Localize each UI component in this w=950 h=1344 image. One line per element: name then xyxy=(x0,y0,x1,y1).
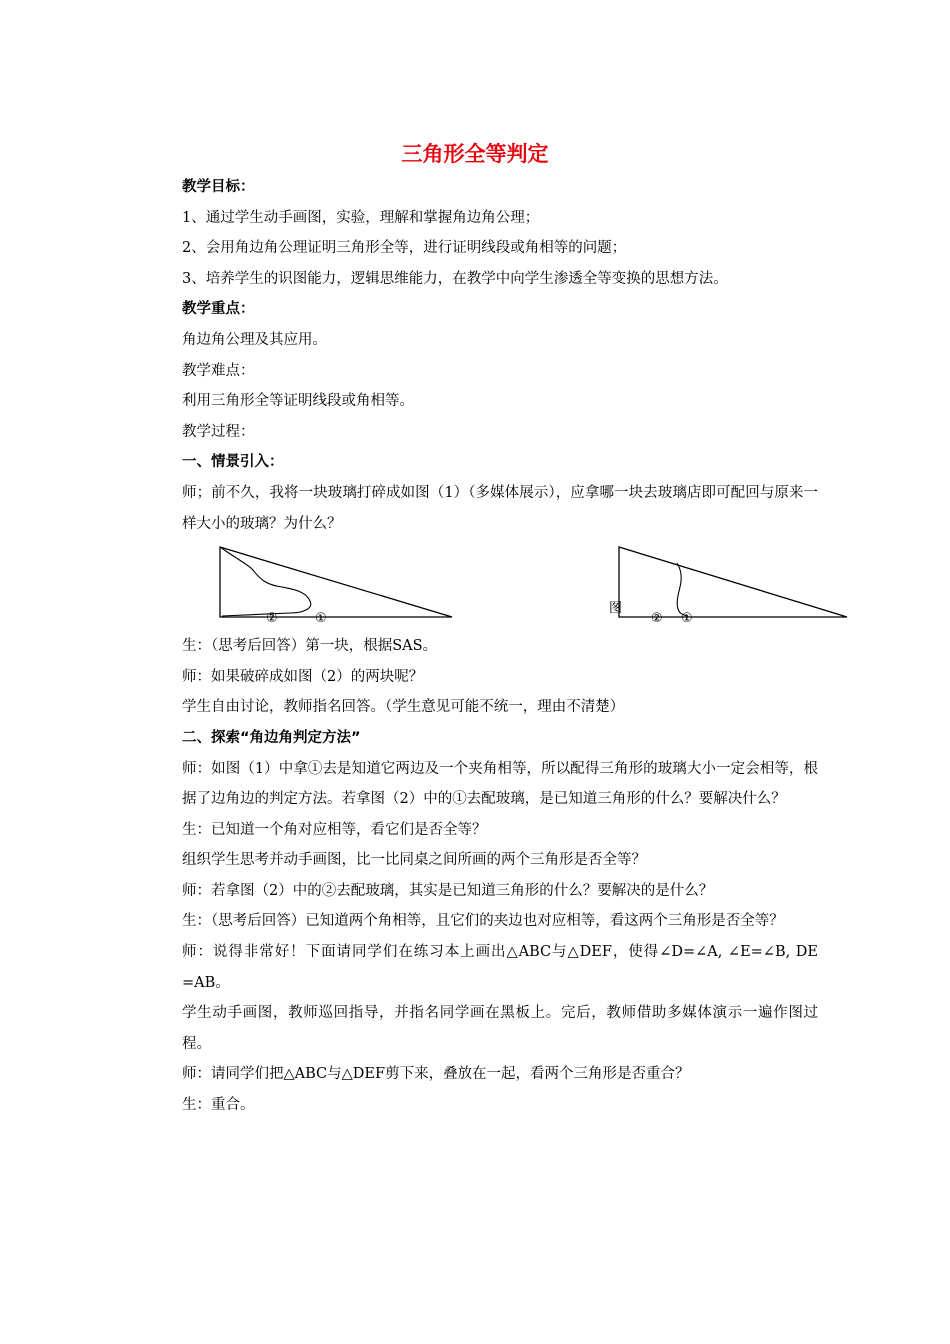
para: 2、会用角边角公理证明三角形全等，进行证明线段或角相等的问题； xyxy=(182,240,627,257)
para: 师；前不久，我将一块玻璃打碎成如图（1）（多媒体展示），应拿哪一块去玻璃店即可配回与原来一样大小的玻璃？为什么？ xyxy=(182,484,818,532)
para: 生：（思考后回答）已知道两个角相等，且它们的夹边也对应相等，看这两个三角形是否全等？ xyxy=(182,913,784,930)
document-body xyxy=(182,172,818,1121)
fig1-label-2: ② xyxy=(266,611,278,627)
para: 生：重合。 xyxy=(182,1097,255,1114)
crack-line-1 xyxy=(220,547,311,616)
fig2-caption: 图 xyxy=(609,601,623,617)
glass-figures xyxy=(182,539,818,631)
fig1-label-1: ① xyxy=(315,611,327,627)
para: 师：若拿图（2）中的②去配玻璃，其实是已知道三角形的什么？要解决的是什么？ xyxy=(182,882,714,899)
figure-1 xyxy=(220,547,452,626)
triangle-figures-svg xyxy=(182,539,862,631)
fig2-label-2: ② xyxy=(651,611,663,627)
crack-line-2 xyxy=(677,563,688,616)
para: 师：如果破碎成如图（2）的两块呢？ xyxy=(182,668,424,685)
para: 师：请同学们把△ABC与△DEF剪下来，叠放在一起，看两个三角形是否重合？ xyxy=(182,1066,690,1083)
para: 学生自由讨论，教师指名回答。（学生意见可能不统一，理由不清楚） xyxy=(182,699,625,716)
para: 师：说得非常好！下面请同学们在练习本上画出△ABC与△DEF，使得∠D=∠A, ∠E=∠B, DE =AB。 xyxy=(182,944,818,991)
para: 教学目标： xyxy=(182,179,255,195)
page-title: 三角形全等判定 xyxy=(401,142,549,166)
para: 生：（思考后回答）第一块，根据SAS。 xyxy=(182,638,438,655)
para: 二、探索“角边角判定方法” xyxy=(182,729,361,746)
para: 生：已知道一个角对应相等，看它们是否全等？ xyxy=(182,821,487,838)
figure-2 xyxy=(609,547,847,626)
para: 角边角公理及其应用。 xyxy=(182,331,327,348)
para: 教学过程： xyxy=(182,423,255,440)
para: 3、培养学生的识图能力，逻辑思维能力，在教学中向学生渗透全等变换的思想方法。 xyxy=(182,270,728,287)
para: 教学重点： xyxy=(182,301,255,318)
para: 学生动手画图，教师巡回指导，并指名同学画在黑板上。完后，教师借助多媒体演示一遍作图过程。 xyxy=(182,1005,818,1052)
para: 一、情景引入： xyxy=(182,454,284,471)
fig2-label-1: ① xyxy=(681,611,693,627)
para: 利用三角形全等证明线段或角相等。 xyxy=(182,393,414,410)
para: 1、通过学生动手画图，实验，理解和掌握角边角公理； xyxy=(182,209,540,226)
para: 教学难点： xyxy=(182,362,255,379)
para: 师：如图（1）中拿①去是知道它两边及一个夹角相等，所以配得三角形的玻璃大小一定会相等，根据了边角边的判定方法。若拿图（2）中的①去配玻璃，是已知道三角形的什么？要解决什么？ xyxy=(182,760,818,808)
para: 组织学生思考并动手画图，比一比同桌之间所画的两个三角形是否全等？ xyxy=(182,852,646,869)
